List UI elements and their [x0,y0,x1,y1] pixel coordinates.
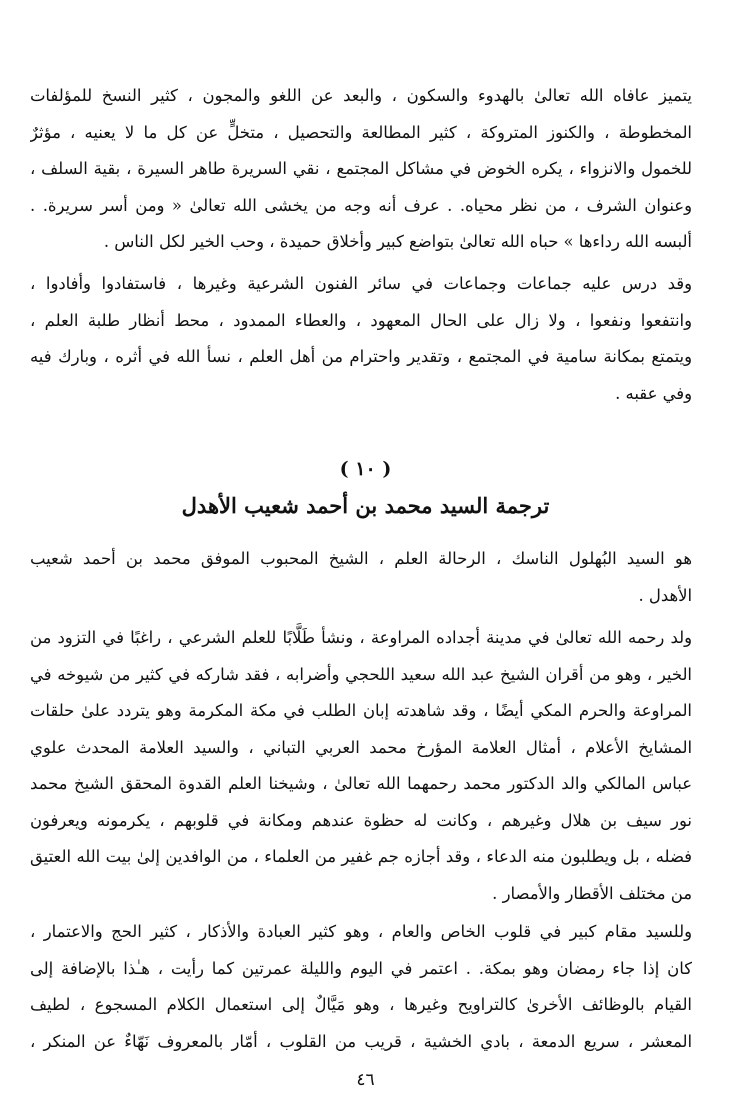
text-line: للخمول والانزواء ، يكره الخوض في مشاكل المجتمع ، نقي السريرة طاهر السيرة ، بقية السلف ، [30,159,692,178]
text-line: عباس المالكي والد الدكتور محمد رحمهما الله تعالىٰ ، وشيخنا العلم القدوة المحقق الشيخ محمد [30,774,692,793]
text-line: من مختلف الأقطار والأمصار . [492,883,692,903]
text-line: المراوعة والحرم المكي أيضًا ، وقد شاهدته إبان الطلب في مكة المكرمة وهو يتردد علىٰ حلقات [30,701,692,720]
text-line: المعشر ، سريع الدمعة ، بادي الخشية ، قريب من القلوب ، أمّار بالمعروف نَهّاءٌ عن المنكر ، [30,1031,692,1051]
text-line: ويتمتع بمكانة سامية في المجتمع ، وتقدير واحترام من أهل العلم ، نسأ الله في أثره ، وبارك فيه [30,347,692,366]
text-line: هو السيد البُهلول الناسك ، الرحالة العلم ، الشيخ المحبوب الموفق محمد بن أحمد شعيب [30,549,692,568]
text-line: ألبسه الله رداءها » حباه الله تعالىٰ بتواضع كبير وأخلاق حميدة ، وحب الخير لكل الناس . [103,232,692,251]
text-line: المخطوطة ، والكنوز المتروكة ، كثير المطالعة والتحصيل ، متخلٍّ عن كل ما لا يعنيه ، مؤثرٌ [30,122,692,142]
intro-paragraph-1 [30,78,692,261]
text-line: الخير ، وهو من أقران الشيخ عبد الله سعيد اللحجي وأضرابه ، فقد شاركه في كثير من شيوخه في [30,664,692,684]
text-line: الأهدل . [638,585,692,605]
text-line: وانتفعوا ونفعوا ، ولا زال على الحال المعهود ، والعطاء الممدود ، محط أنظار طلبة العلم ، [30,310,692,330]
intro-paragraph-2 [30,266,692,412]
chapter-title: ترجمة السيد محمد بن أحمد شعيب الأهدل [181,493,550,518]
text-line: فضله ، بل ويطلبون منه الدعاء ، وقد أجازه جم غفير من العلماء ، من الوافدين إلىٰ بيت الله العتيق [30,847,692,866]
text-line: ولد رحمه الله تعالىٰ في مدينة أجداده المراوعة ، ونشأ طَلَّابًا للعلم الشرعي ، راغبًا في التزود من [30,628,692,647]
page-number: ٤٦ [356,1070,375,1090]
text-line: وعنوان الشرف ، من نظر محياه. . عرف أنه وجه من يخشى الله تعالىٰ « ومن أسر سريرة. . [30,195,692,215]
text-line: وللسيد مقام كبير في قلوب الخاص والعام ، وهو كثير العبادة والأذكار ، كثير الحج والاعتمار ، [30,922,692,941]
text-line: المشايخ الأعلام ، أمثال العلامة المؤرخ محمد العربي التباني ، والسيد العلامة المحدث علوي [30,737,692,757]
chapter-number: ( ١٠ ) [339,458,392,480]
text-line: يتميز عافاه الله تعالىٰ بالهدوء والسكون ، والبعد عن اللغو والمجون ، كثير النسخ للمؤلفات [30,86,692,105]
text-line: وقد درس عليه جماعات وجماعات في سائر الفنون الشرعية وغيرها ، فاستفادوا وأفادوا ، [30,274,692,293]
bio-paragraph-2 [30,620,692,912]
text-line: نور سيف بن هلال وغيرهم ، وكانت له حظوة عندهم ومكانة في قلوبهم ، يكرمونه ويعرفون [30,810,692,830]
text-line: القيام بالوظائف الأخرىٰ كالتراويح وغيرها ، وهو مَيَّالٌ إلى استعمال الكلام المسجوع ، لطيف [30,995,692,1014]
text-line: وفي عقبه . [615,383,692,403]
bio-paragraph-1 [30,541,692,614]
bio-paragraph-3 [30,914,692,1060]
text-line: كان إذا جاء رمضان وهو بمكة. . اعتمر في اليوم والليلة عمرتين كما رأيت ، هـٰذا بالإضافة إلى [30,958,692,978]
